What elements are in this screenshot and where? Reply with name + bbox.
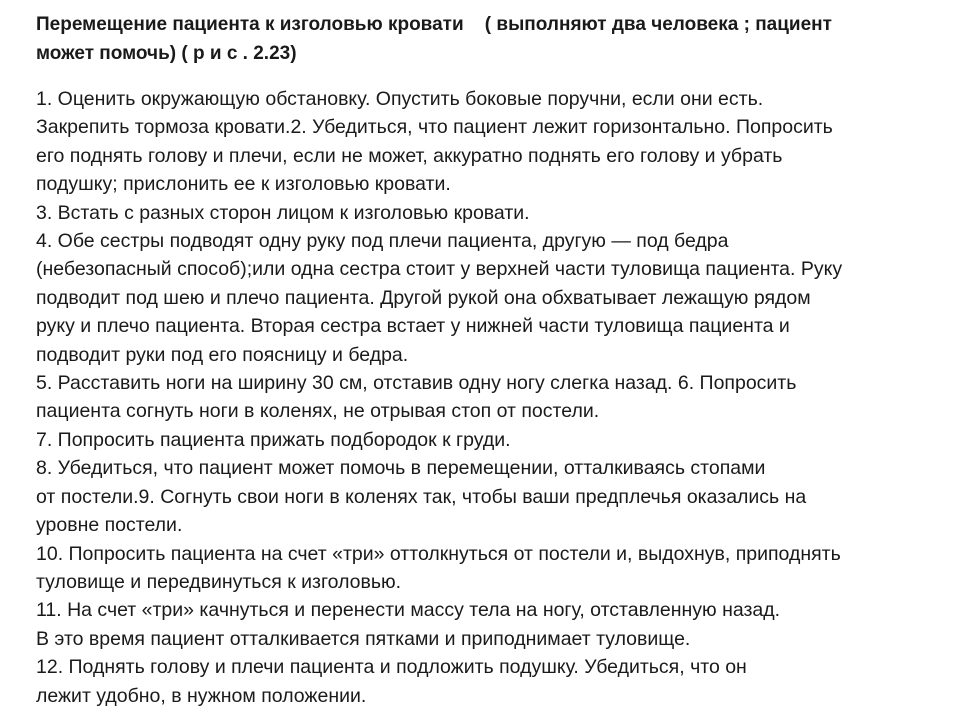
text-line: 5. Расставить ноги на ширину 30 см, отставив одну ногу слегка назад. 6. Попросить (36, 372, 797, 395)
text-line: руку и плечо пациента. Вторая сестра встает у нижней части туловища пациента и (36, 315, 790, 338)
text-line: подводит под шею и плечо пациента. Другой рукой она обхватывает лежащую рядом (36, 286, 811, 309)
text-line: Закрепить тормоза кровати.2. Убедиться, что пациент лежит горизонтально. Попросить (36, 116, 833, 139)
text-line: В это время пациент отталкивается пятками и приподнимает туловище. (36, 627, 691, 650)
procedure-steps (36, 85, 940, 710)
text-line: 12. Поднять голову и плечи пациента и подложить подушку. Убедиться, что он (36, 656, 747, 679)
text-line: 1. Оценить окружающую обстановку. Опустить боковые поручни, если они есть. (36, 88, 764, 110)
text-line: (небезопасный способ);или одна сестра стоит у верхней части туловища пациента. Руку (36, 258, 843, 281)
title-line: Перемещение пациента к изголовью кровати ( выполняют два человека ; пациент (36, 14, 832, 35)
text-line: 11. На счет «три» качнуться и перенести массу тела на ногу, отставленную назад. (36, 599, 781, 622)
title-line: может помочь) ( р и с . 2.23) (36, 43, 297, 64)
text-line: 8. Убедиться, что пациент может помочь в перемещении, отталкиваясь стопами (36, 457, 766, 480)
text-line: 3. Встать с разных сторон лицом к изголовью кровати. (36, 201, 530, 224)
page-title (36, 10, 940, 68)
text-line: 10. Попросить пациента на счет «три» оттолкнуться от постели и, выдохнув, приподнять (36, 542, 841, 565)
text-line: туловище и передвинуться к изголовью. (36, 570, 402, 593)
text-line: 4. Обе сестры подводят одну руку под плечи пациента, другую — под бедра (36, 230, 729, 253)
text-line: пациента согнуть ноги в коленях, не отрывая стоп от постели. (36, 400, 600, 423)
text-line: подводит руки под его поясницу и бедра. (36, 343, 409, 366)
text-line: 7. Попросить пациента прижать подбородок к груди. (36, 428, 511, 451)
text-line: от постели.9. Согнуть свои ноги в коленях так, чтобы ваши предплечья оказались на (36, 485, 807, 508)
text-line: лежит удобно, в нужном положении. (36, 684, 367, 707)
text-line: его поднять голову и плечи, если не может, аккуратно поднять его голову и убрать (36, 144, 783, 167)
text-line: подушку; прислонить ее к изголовью кровати. (36, 173, 451, 196)
text-line: уровне постели. (36, 514, 183, 537)
